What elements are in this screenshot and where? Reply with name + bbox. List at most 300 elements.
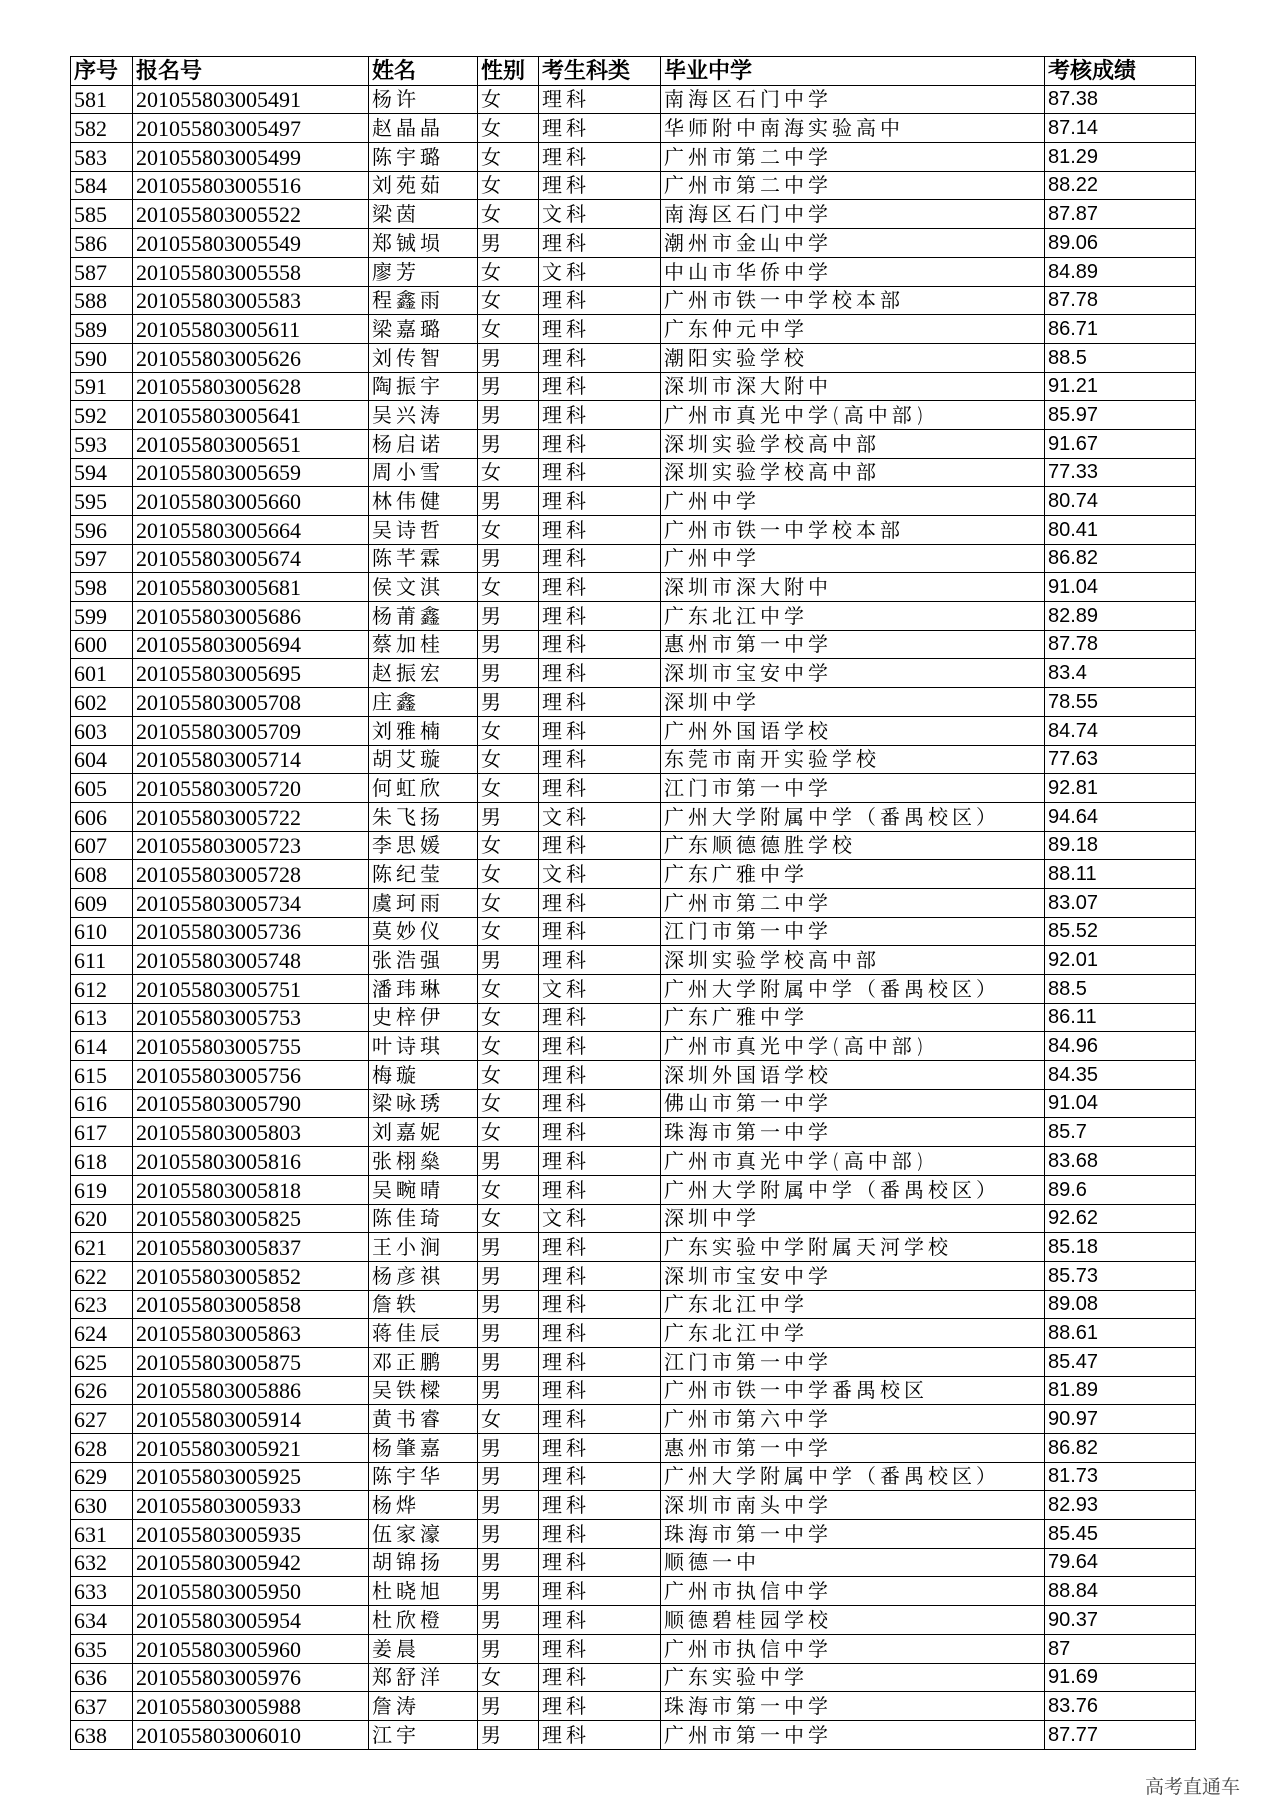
row-school: 深圳中学 xyxy=(661,688,1045,717)
row-subject: 理科 xyxy=(539,286,661,315)
row-subject: 理科 xyxy=(539,630,661,659)
table-row xyxy=(71,917,1196,946)
row-subject: 理科 xyxy=(539,1462,661,1491)
table-row xyxy=(71,458,1196,487)
row-reg-number: 201055803005714 xyxy=(133,745,369,774)
row-subject: 理科 xyxy=(539,688,661,717)
row-gender: 男 xyxy=(478,401,539,430)
table-row xyxy=(71,1634,1196,1663)
row-index: 636 xyxy=(71,1663,133,1692)
row-reg-number: 201055803005664 xyxy=(133,516,369,545)
row-reg-number: 201055803005756 xyxy=(133,1061,369,1090)
table-row xyxy=(71,429,1196,458)
row-gender: 男 xyxy=(478,1720,539,1749)
row-score: 94.64 xyxy=(1045,802,1196,831)
table-row xyxy=(71,401,1196,430)
row-reg-number: 201055803005695 xyxy=(133,659,369,688)
row-reg-number: 201055803006010 xyxy=(133,1720,369,1749)
row-name: 程鑫雨 xyxy=(369,286,478,315)
row-subject: 文科 xyxy=(539,1204,661,1233)
row-score: 81.29 xyxy=(1045,143,1196,172)
table-row xyxy=(71,1319,1196,1348)
row-gender: 女 xyxy=(478,1089,539,1118)
row-name: 王小涧 xyxy=(369,1233,478,1262)
row-reg-number: 201055803005686 xyxy=(133,602,369,631)
row-name: 刘苑茹 xyxy=(369,171,478,200)
row-score: 86.82 xyxy=(1045,544,1196,573)
row-score: 81.73 xyxy=(1045,1462,1196,1491)
row-gender: 男 xyxy=(478,1462,539,1491)
row-name: 杨烨 xyxy=(369,1491,478,1520)
row-index: 637 xyxy=(71,1692,133,1721)
row-subject: 理科 xyxy=(539,1003,661,1032)
row-index: 585 xyxy=(71,200,133,229)
row-school: 广州市执信中学 xyxy=(661,1577,1045,1606)
row-school: 江门市第一中学 xyxy=(661,774,1045,803)
row-school: 广州市第二中学 xyxy=(661,888,1045,917)
table-row xyxy=(71,1118,1196,1147)
row-index: 621 xyxy=(71,1233,133,1262)
col-header-index: 序号 xyxy=(71,57,133,86)
row-index: 612 xyxy=(71,975,133,1004)
row-name: 周小雪 xyxy=(369,458,478,487)
table-row xyxy=(71,544,1196,573)
col-header-reg-number: 报名号 xyxy=(133,57,369,86)
row-reg-number: 201055803005755 xyxy=(133,1032,369,1061)
row-gender: 女 xyxy=(478,573,539,602)
row-score: 91.21 xyxy=(1045,372,1196,401)
row-score: 86.71 xyxy=(1045,315,1196,344)
row-score: 92.01 xyxy=(1045,946,1196,975)
row-gender: 男 xyxy=(478,1606,539,1635)
row-reg-number: 201055803005803 xyxy=(133,1118,369,1147)
row-reg-number: 201055803005628 xyxy=(133,372,369,401)
row-reg-number: 201055803005852 xyxy=(133,1261,369,1290)
row-subject: 理科 xyxy=(539,573,661,602)
row-gender: 男 xyxy=(478,802,539,831)
row-school: 深圳实验学校高中部 xyxy=(661,946,1045,975)
table-row xyxy=(71,1204,1196,1233)
row-score: 92.81 xyxy=(1045,774,1196,803)
row-school: 深圳市深大附中 xyxy=(661,573,1045,602)
row-gender: 女 xyxy=(478,516,539,545)
row-score: 83.07 xyxy=(1045,888,1196,917)
row-index: 630 xyxy=(71,1491,133,1520)
row-school: 深圳外国语学校 xyxy=(661,1061,1045,1090)
table-row xyxy=(71,1376,1196,1405)
table-row xyxy=(71,286,1196,315)
row-subject: 理科 xyxy=(539,716,661,745)
row-gender: 男 xyxy=(478,1319,539,1348)
row-reg-number: 201055803005723 xyxy=(133,831,369,860)
row-score: 84.35 xyxy=(1045,1061,1196,1090)
row-index: 593 xyxy=(71,429,133,458)
row-score: 87.78 xyxy=(1045,630,1196,659)
row-index: 619 xyxy=(71,1175,133,1204)
row-gender: 女 xyxy=(478,315,539,344)
row-subject: 文科 xyxy=(539,975,661,1004)
row-name: 何虹欣 xyxy=(369,774,478,803)
row-gender: 女 xyxy=(478,85,539,114)
row-subject: 理科 xyxy=(539,114,661,143)
row-index: 594 xyxy=(71,458,133,487)
row-gender: 女 xyxy=(478,1061,539,1090)
row-subject: 理科 xyxy=(539,1347,661,1376)
row-score: 77.63 xyxy=(1045,745,1196,774)
row-reg-number: 201055803005921 xyxy=(133,1434,369,1463)
row-subject: 理科 xyxy=(539,659,661,688)
row-score: 92.62 xyxy=(1045,1204,1196,1233)
row-subject: 理科 xyxy=(539,1376,661,1405)
row-index: 614 xyxy=(71,1032,133,1061)
row-reg-number: 201055803005818 xyxy=(133,1175,369,1204)
row-subject: 理科 xyxy=(539,429,661,458)
row-school: 顺德碧桂园学校 xyxy=(661,1606,1045,1635)
table-row xyxy=(71,745,1196,774)
table-row xyxy=(71,1261,1196,1290)
row-school: 广州大学附属中学（番禺校区） xyxy=(661,975,1045,1004)
row-name: 吴诗哲 xyxy=(369,516,478,545)
row-gender: 男 xyxy=(478,487,539,516)
row-name: 陈芊霖 xyxy=(369,544,478,573)
row-score: 85.45 xyxy=(1045,1520,1196,1549)
row-subject: 理科 xyxy=(539,401,661,430)
row-gender: 女 xyxy=(478,1118,539,1147)
row-index: 603 xyxy=(71,716,133,745)
row-school: 广东北江中学 xyxy=(661,1290,1045,1319)
table-row xyxy=(71,802,1196,831)
row-score: 88.11 xyxy=(1045,860,1196,889)
col-header-gender: 性别 xyxy=(478,57,539,86)
table-row xyxy=(71,487,1196,516)
row-gender: 男 xyxy=(478,1261,539,1290)
row-name: 李思媛 xyxy=(369,831,478,860)
row-subject: 理科 xyxy=(539,85,661,114)
table-row xyxy=(71,1147,1196,1176)
row-gender: 女 xyxy=(478,917,539,946)
row-index: 634 xyxy=(71,1606,133,1635)
row-score: 89.06 xyxy=(1045,229,1196,258)
row-subject: 理科 xyxy=(539,544,661,573)
row-gender: 男 xyxy=(478,1376,539,1405)
row-gender: 女 xyxy=(478,745,539,774)
row-name: 吴铁樑 xyxy=(369,1376,478,1405)
row-gender: 女 xyxy=(478,458,539,487)
row-school: 佛山市第一中学 xyxy=(661,1089,1045,1118)
row-subject: 理科 xyxy=(539,1606,661,1635)
table-row xyxy=(71,946,1196,975)
row-index: 596 xyxy=(71,516,133,545)
row-subject: 理科 xyxy=(539,831,661,860)
row-subject: 文科 xyxy=(539,200,661,229)
row-gender: 女 xyxy=(478,1204,539,1233)
row-name: 赵晶晶 xyxy=(369,114,478,143)
row-reg-number: 201055803005734 xyxy=(133,888,369,917)
row-gender: 女 xyxy=(478,888,539,917)
table-row xyxy=(71,1491,1196,1520)
row-name: 胡艾璇 xyxy=(369,745,478,774)
row-gender: 男 xyxy=(478,1434,539,1463)
row-score: 84.96 xyxy=(1045,1032,1196,1061)
row-school: 顺德一中 xyxy=(661,1548,1045,1577)
row-name: 邓正鹏 xyxy=(369,1347,478,1376)
table-row xyxy=(71,1434,1196,1463)
row-score: 85.47 xyxy=(1045,1347,1196,1376)
row-school: 深圳市宝安中学 xyxy=(661,659,1045,688)
table-row xyxy=(71,659,1196,688)
row-score: 83.76 xyxy=(1045,1692,1196,1721)
table-row xyxy=(71,1175,1196,1204)
table-row xyxy=(71,229,1196,258)
watermark: 高考直通车 xyxy=(1144,1776,1240,1798)
table-row xyxy=(71,1577,1196,1606)
row-gender: 男 xyxy=(478,602,539,631)
row-score: 78.55 xyxy=(1045,688,1196,717)
row-school: 广州市第一中学 xyxy=(661,1720,1045,1749)
row-reg-number: 201055803005950 xyxy=(133,1577,369,1606)
row-name: 莫妙仪 xyxy=(369,917,478,946)
table-row xyxy=(71,860,1196,889)
row-school: 珠海市第一中学 xyxy=(661,1118,1045,1147)
row-score: 86.11 xyxy=(1045,1003,1196,1032)
row-gender: 女 xyxy=(478,257,539,286)
row-reg-number: 201055803005858 xyxy=(133,1290,369,1319)
row-school: 江门市第一中学 xyxy=(661,1347,1045,1376)
row-score: 88.84 xyxy=(1045,1577,1196,1606)
row-name: 杨肇嘉 xyxy=(369,1434,478,1463)
row-subject: 理科 xyxy=(539,1319,661,1348)
row-reg-number: 201055803005816 xyxy=(133,1147,369,1176)
row-index: 620 xyxy=(71,1204,133,1233)
row-gender: 男 xyxy=(478,1290,539,1319)
row-name: 江宇 xyxy=(369,1720,478,1749)
table-row xyxy=(71,975,1196,1004)
row-gender: 女 xyxy=(478,171,539,200)
row-index: 622 xyxy=(71,1261,133,1290)
row-gender: 女 xyxy=(478,975,539,1004)
row-reg-number: 201055803005674 xyxy=(133,544,369,573)
row-index: 586 xyxy=(71,229,133,258)
row-school: 广州中学 xyxy=(661,487,1045,516)
table-row xyxy=(71,1520,1196,1549)
col-header-score: 考核成绩 xyxy=(1045,57,1196,86)
row-name: 蒋佳辰 xyxy=(369,1319,478,1348)
table-row xyxy=(71,1032,1196,1061)
row-subject: 理科 xyxy=(539,1405,661,1434)
table-row xyxy=(71,200,1196,229)
row-gender: 女 xyxy=(478,831,539,860)
row-index: 599 xyxy=(71,602,133,631)
row-index: 608 xyxy=(71,860,133,889)
row-school: 广东实验中学附属天河学校 xyxy=(661,1233,1045,1262)
row-subject: 理科 xyxy=(539,1720,661,1749)
row-index: 611 xyxy=(71,946,133,975)
row-index: 627 xyxy=(71,1405,133,1434)
row-school: 广东广雅中学 xyxy=(661,1003,1045,1032)
table-row xyxy=(71,573,1196,602)
row-gender: 女 xyxy=(478,200,539,229)
row-score: 88.22 xyxy=(1045,171,1196,200)
row-name: 杨启诺 xyxy=(369,429,478,458)
row-school: 惠州市第一中学 xyxy=(661,1434,1045,1463)
table-row xyxy=(71,1089,1196,1118)
row-index: 590 xyxy=(71,343,133,372)
row-name: 陈宇华 xyxy=(369,1462,478,1491)
row-index: 588 xyxy=(71,286,133,315)
row-index: 584 xyxy=(71,171,133,200)
row-name: 陈纪莹 xyxy=(369,860,478,889)
row-gender: 男 xyxy=(478,1147,539,1176)
row-gender: 男 xyxy=(478,1520,539,1549)
row-subject: 理科 xyxy=(539,1577,661,1606)
row-score: 84.74 xyxy=(1045,716,1196,745)
row-school: 广东仲元中学 xyxy=(661,315,1045,344)
row-index: 623 xyxy=(71,1290,133,1319)
row-name: 詹涛 xyxy=(369,1692,478,1721)
row-subject: 理科 xyxy=(539,917,661,946)
row-index: 610 xyxy=(71,917,133,946)
row-reg-number: 201055803005988 xyxy=(133,1692,369,1721)
table-row xyxy=(71,831,1196,860)
table-row xyxy=(71,1462,1196,1491)
row-score: 87.77 xyxy=(1045,1720,1196,1749)
row-gender: 男 xyxy=(478,946,539,975)
row-index: 628 xyxy=(71,1434,133,1463)
row-subject: 理科 xyxy=(539,171,661,200)
row-name: 伍家濠 xyxy=(369,1520,478,1549)
row-name: 杜欣橙 xyxy=(369,1606,478,1635)
row-reg-number: 201055803005886 xyxy=(133,1376,369,1405)
row-reg-number: 201055803005491 xyxy=(133,85,369,114)
row-index: 591 xyxy=(71,372,133,401)
row-reg-number: 201055803005659 xyxy=(133,458,369,487)
row-school: 广州市真光中学(高中部) xyxy=(661,1147,1045,1176)
row-subject: 理科 xyxy=(539,888,661,917)
row-subject: 理科 xyxy=(539,1634,661,1663)
table-row xyxy=(71,1548,1196,1577)
row-index: 635 xyxy=(71,1634,133,1663)
row-index: 613 xyxy=(71,1003,133,1032)
row-name: 史梓伊 xyxy=(369,1003,478,1032)
table-row xyxy=(71,1692,1196,1721)
row-name: 梁茵 xyxy=(369,200,478,229)
row-index: 629 xyxy=(71,1462,133,1491)
row-reg-number: 201055803005558 xyxy=(133,257,369,286)
row-reg-number: 201055803005660 xyxy=(133,487,369,516)
table-row xyxy=(71,1233,1196,1262)
row-score: 82.93 xyxy=(1045,1491,1196,1520)
row-score: 81.89 xyxy=(1045,1376,1196,1405)
row-score: 91.69 xyxy=(1045,1663,1196,1692)
row-name: 吴畹晴 xyxy=(369,1175,478,1204)
table-row xyxy=(71,372,1196,401)
row-score: 91.04 xyxy=(1045,573,1196,602)
row-name: 杨莆鑫 xyxy=(369,602,478,631)
row-reg-number: 201055803005728 xyxy=(133,860,369,889)
row-reg-number: 201055803005935 xyxy=(133,1520,369,1549)
table-row xyxy=(71,1606,1196,1635)
row-gender: 男 xyxy=(478,229,539,258)
table-row xyxy=(71,257,1196,286)
row-name: 刘传智 xyxy=(369,343,478,372)
row-school: 广东广雅中学 xyxy=(661,860,1045,889)
row-subject: 理科 xyxy=(539,487,661,516)
row-name: 杜晓旭 xyxy=(369,1577,478,1606)
row-name: 梅璇 xyxy=(369,1061,478,1090)
row-subject: 理科 xyxy=(539,315,661,344)
row-score: 88.61 xyxy=(1045,1319,1196,1348)
row-index: 616 xyxy=(71,1089,133,1118)
row-index: 600 xyxy=(71,630,133,659)
row-school: 潮阳实验学校 xyxy=(661,343,1045,372)
table-row xyxy=(71,716,1196,745)
row-score: 86.82 xyxy=(1045,1434,1196,1463)
row-gender: 男 xyxy=(478,688,539,717)
row-score: 82.89 xyxy=(1045,602,1196,631)
table-row xyxy=(71,171,1196,200)
row-school: 珠海市第一中学 xyxy=(661,1692,1045,1721)
row-reg-number: 201055803005736 xyxy=(133,917,369,946)
table-row xyxy=(71,1061,1196,1090)
row-index: 632 xyxy=(71,1548,133,1577)
row-score: 85.73 xyxy=(1045,1261,1196,1290)
row-school: 深圳市南头中学 xyxy=(661,1491,1045,1520)
row-name: 吴兴涛 xyxy=(369,401,478,430)
row-index: 633 xyxy=(71,1577,133,1606)
table-row xyxy=(71,1003,1196,1032)
row-subject: 文科 xyxy=(539,257,661,286)
row-reg-number: 201055803005651 xyxy=(133,429,369,458)
row-score: 83.4 xyxy=(1045,659,1196,688)
row-subject: 理科 xyxy=(539,774,661,803)
row-subject: 理科 xyxy=(539,229,661,258)
row-score: 87.87 xyxy=(1045,200,1196,229)
row-reg-number: 201055803005681 xyxy=(133,573,369,602)
row-school: 南海区石门中学 xyxy=(661,200,1045,229)
row-gender: 女 xyxy=(478,1032,539,1061)
row-score: 85.18 xyxy=(1045,1233,1196,1262)
row-subject: 理科 xyxy=(539,458,661,487)
row-reg-number: 201055803005709 xyxy=(133,716,369,745)
row-subject: 理科 xyxy=(539,1175,661,1204)
row-gender: 男 xyxy=(478,1577,539,1606)
row-reg-number: 201055803005497 xyxy=(133,114,369,143)
row-name: 刘雅楠 xyxy=(369,716,478,745)
row-name: 廖芳 xyxy=(369,257,478,286)
row-gender: 女 xyxy=(478,143,539,172)
admission-score-table xyxy=(70,56,1196,1750)
row-index: 601 xyxy=(71,659,133,688)
table-row xyxy=(71,85,1196,114)
row-name: 梁咏琇 xyxy=(369,1089,478,1118)
row-reg-number: 201055803005641 xyxy=(133,401,369,430)
row-school: 潮州市金山中学 xyxy=(661,229,1045,258)
row-subject: 理科 xyxy=(539,946,661,975)
row-reg-number: 201055803005954 xyxy=(133,1606,369,1635)
row-index: 592 xyxy=(71,401,133,430)
row-name: 陈佳琦 xyxy=(369,1204,478,1233)
row-reg-number: 201055803005960 xyxy=(133,1634,369,1663)
row-name: 叶诗琪 xyxy=(369,1032,478,1061)
table-row xyxy=(71,602,1196,631)
row-gender: 男 xyxy=(478,429,539,458)
row-reg-number: 201055803005925 xyxy=(133,1462,369,1491)
row-gender: 女 xyxy=(478,1405,539,1434)
row-subject: 理科 xyxy=(539,1032,661,1061)
row-school: 广州市真光中学(高中部) xyxy=(661,1032,1045,1061)
row-reg-number: 201055803005722 xyxy=(133,802,369,831)
row-school: 广州大学附属中学（番禺校区） xyxy=(661,802,1045,831)
